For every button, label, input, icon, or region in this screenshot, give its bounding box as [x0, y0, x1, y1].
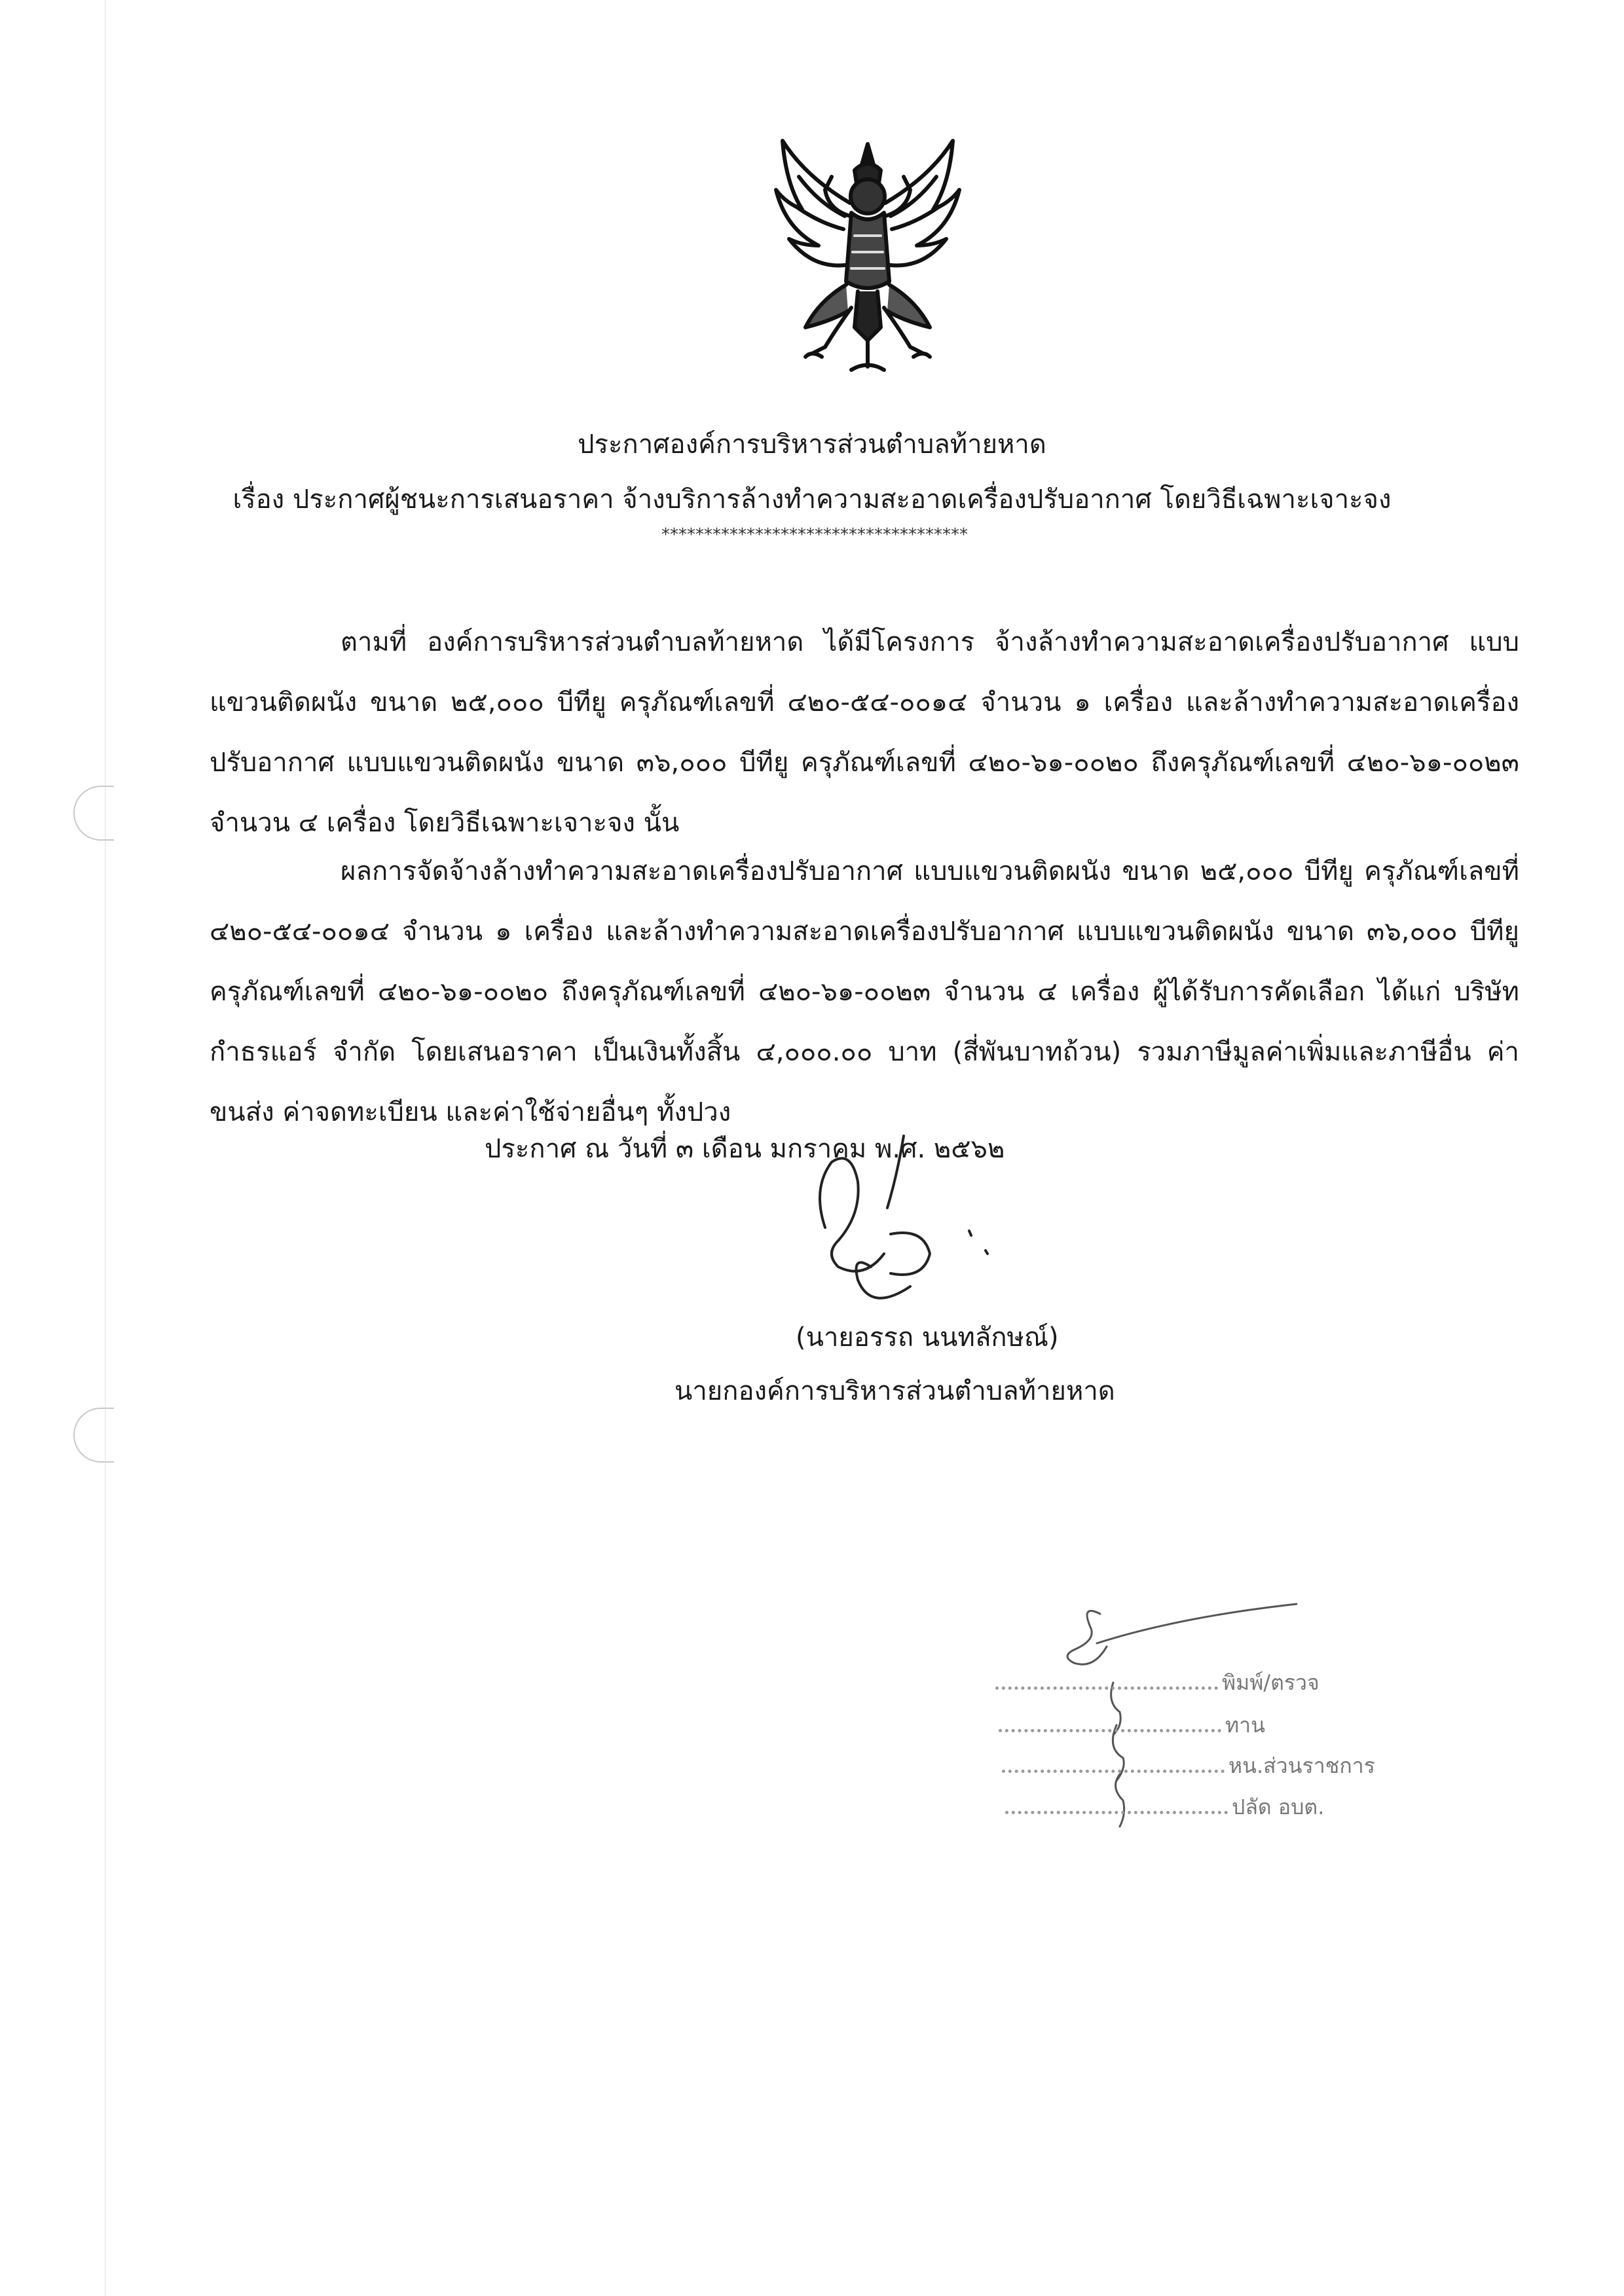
checklist-label: หน.ส่วนราชการ [1228, 1753, 1375, 1778]
announcement-date: ประกาศ ณ วันที่ ๓ เดือน มกราคม พ.ศ. ๒๕๖๒ [485, 1134, 1005, 1164]
checklist-row [1002, 1749, 1434, 1782]
dotted-line [1005, 1811, 1228, 1814]
checklist-label: ปลัด อบต. [1232, 1795, 1325, 1819]
dotted-line [995, 1686, 1218, 1690]
signer-name: (นายอรรถ นนทลักษณ์) [796, 1322, 1059, 1353]
checklist-row [1005, 1791, 1437, 1823]
page-fold-line [105, 0, 106, 2296]
punch-hole-mark [73, 786, 114, 841]
body-paragraph-1: ตามที่ องค์การบริหารส่วนตำบลท้ายหาด ได้มีโครงการ จ้างล้างทำความสะอาดเครื่องปรับอากาศ แบบแขวนติดผนัง ขนาด ๒๕,๐๐๐ บีทียู ครุภัณฑ์เลขที่ ๔๒๐-๕๔-๐๐๑๔ จำนวน ๑ เครื่อง และล้างทำความสะอาดเครื่องปรับอากาศ แบบแขวนติดผนัง ขนาด ๓๖,๐๐๐ บีทียู ครุภัณฑ์เลขที่ ๔๒๐-๖๑-๐๐๒๐ ถึงครุภัณฑ์เลขที่ ๔๒๐-๖๑-๐๐๒๓ จำนวน ๔ เครื่อง โดยวิธีเฉพาะเจาะจง นั้น [210, 627, 1519, 838]
signature-icon [773, 1123, 1008, 1319]
announcement-subject: เรื่อง ประกาศผู้ชนะการเสนอราคา จ้างบริการล้างทำความสะอาดเครื่องปรับอากาศ โดยวิธีเฉพาะเจาะจง [232, 484, 1392, 515]
checklist-row [999, 1709, 1431, 1741]
checklist-label: ทาน [1225, 1713, 1265, 1738]
garuda-emblem-icon [766, 131, 969, 386]
punch-hole-mark [73, 1408, 114, 1463]
announcement-title: ประกาศองค์การบริหารส่วนตำบลท้ายหาด [578, 429, 1046, 460]
checklist-row [995, 1666, 1428, 1699]
signer-position: นายกองค์การบริหารส่วนตำบลท้ายหาด [674, 1376, 1115, 1406]
title-separator: ************************************ [661, 525, 968, 545]
body-paragraph-2: ผลการจัดจ้างล้างทำความสะอาดเครื่องปรับอากาศ แบบแขวนติดผนัง ขนาด ๒๕,๐๐๐ บีทียู ครุภัณฑ์เลขที่ ๔๒๐-๕๔-๐๐๑๔ จำนวน ๑ เครื่อง และล้างทำความสะอาดเครื่องปรับอากาศ แบบแขวนติดผนัง ขนาด ๓๖,๐๐๐ บีทียู ครุภัณฑ์เลขที่ ๔๒๐-๖๑-๐๐๒๐ ถึงครุภัณฑ์เลขที่ ๔๒๐-๖๑-๐๐๒๓ จำนวน ๔ เครื่อง ผู้ได้รับการคัดเลือก ได้แก่ บริษัท กำธรแอร์ จำกัด โดยเสนอราคา เป็นเงินทั้งสิ้น ๔,๐๐๐.๐๐ บาท (สี่พันบาทถ้วน) รวมภาษีมูลค่าเพิ่มและภาษีอื่น ค่าขนส่ง ค่าจดทะเบียน และค่าใช้จ่ายอื่นๆ ทั้งปวง [210, 856, 1519, 1127]
dotted-line [1002, 1770, 1225, 1773]
dotted-line [999, 1729, 1221, 1732]
checklist-label: พิมพ์/ตรวจ [1222, 1670, 1320, 1695]
